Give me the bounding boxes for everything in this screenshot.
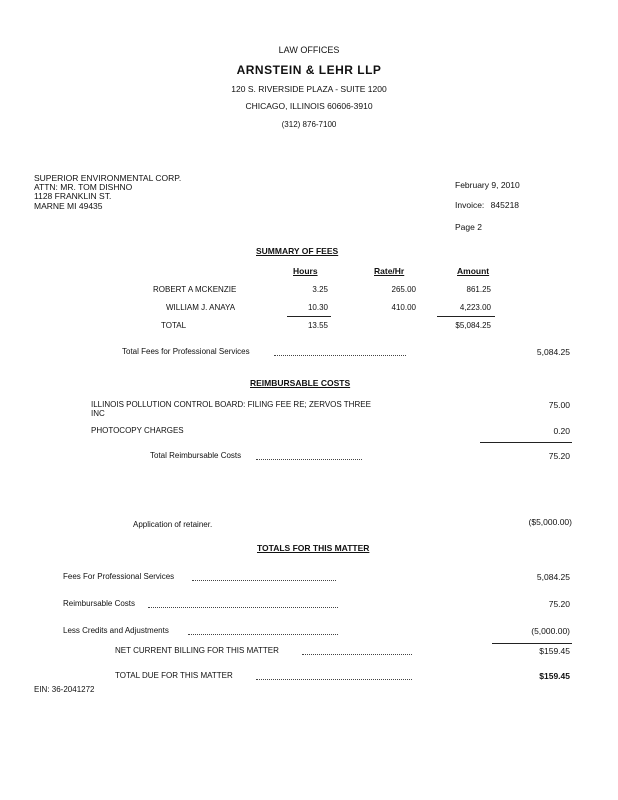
- net-billing-value: $159.45: [539, 646, 570, 656]
- reimbursable-total-label: Total Reimbursable Costs: [150, 451, 242, 460]
- invoice-date: February 9, 2010: [455, 180, 520, 190]
- hours-cell: 3.25: [312, 285, 328, 294]
- col-rate: Rate/Hr: [374, 266, 405, 276]
- leader-dots: [192, 580, 336, 581]
- fees-total-amount: $5,084.25: [455, 321, 491, 330]
- firm-phone: (312) 876-7100: [281, 120, 337, 129]
- net-billing-label: NET CURRENT BILLING FOR THIS MATTER: [115, 646, 279, 655]
- reimbursable-total-value: 75.20: [548, 451, 570, 461]
- client-street: 1128 FRANKLIN ST.: [34, 191, 112, 201]
- client-attn: ATTN: MR. TOM DISHNO: [34, 182, 133, 192]
- client-name: SUPERIOR ENVIRONMENTAL CORP.: [34, 173, 182, 183]
- invoice-label: Invoice:: [455, 200, 485, 210]
- totals-rule: [492, 643, 572, 644]
- reimbursable-rule: [480, 442, 572, 443]
- col-hours: Hours: [293, 266, 318, 276]
- cost-description: PHOTOCOPY CHARGES: [91, 426, 184, 435]
- retainer-value: ($5,000.00): [528, 517, 572, 527]
- rate-cell: 410.00: [391, 303, 416, 312]
- totals-heading: TOTALS FOR THIS MATTER: [257, 543, 370, 553]
- cost-amount: 75.00: [548, 400, 570, 410]
- invoice-number-row: [455, 200, 519, 210]
- leader-dots: [148, 607, 338, 608]
- fees-total-hours: 13.55: [307, 321, 328, 330]
- total-services-value: 5,084.25: [536, 347, 570, 357]
- total-due-label: TOTAL DUE FOR THIS MATTER: [115, 671, 233, 680]
- hours-cell: 10.30: [307, 303, 328, 312]
- firm-address: 120 S. RIVERSIDE PLAZA - SUITE 1200: [231, 84, 387, 94]
- col-amount: Amount: [457, 266, 490, 276]
- leader-dots: [302, 654, 412, 655]
- letterhead-line1: LAW OFFICES: [278, 45, 340, 55]
- total-due-value: $159.45: [539, 671, 570, 681]
- totals-credits-label: Less Credits and Adjustments: [63, 626, 169, 635]
- invoice-number: 845218: [490, 200, 520, 210]
- totals-reimb-value: 75.20: [548, 599, 570, 609]
- amount-cell: 4,223.00: [459, 303, 491, 312]
- hours-rule: [287, 316, 331, 317]
- timekeeper-name: WILLIAM J. ANAYA: [166, 303, 236, 312]
- total-services-label: Total Fees for Professional Services: [122, 347, 250, 356]
- amount-cell: 861.25: [466, 285, 491, 294]
- totals-credits-value: (5,000.00): [531, 626, 570, 636]
- cost-description-cont: INC: [91, 409, 105, 418]
- client-city: MARNE MI 49435: [34, 201, 103, 211]
- cost-description: ILLINOIS POLLUTION CONTROL BOARD: FILING FEE RE; ZERVOS THREE: [91, 400, 371, 409]
- fees-heading: SUMMARY OF FEES: [256, 246, 339, 256]
- totals-reimb-label: Reimbursable Costs: [63, 599, 136, 608]
- leader-dots: [274, 355, 406, 356]
- leader-dots: [188, 634, 338, 635]
- retainer-label: Application of retainer.: [133, 520, 213, 529]
- leader-dots: [256, 679, 412, 680]
- totals-fees-value: 5,084.25: [536, 572, 570, 582]
- reimbursable-heading: REIMBURSABLE COSTS: [250, 378, 351, 388]
- leader-dots: [256, 459, 362, 460]
- rate-cell: 265.00: [391, 285, 416, 294]
- firm-name: ARNSTEIN & LEHR LLP: [236, 63, 382, 77]
- timekeeper-name: ROBERT A MCKENZIE: [153, 285, 237, 294]
- page-number: Page 2: [455, 222, 482, 232]
- amount-rule: [437, 316, 495, 317]
- ein-number: EIN: 36-2041272: [34, 685, 95, 694]
- totals-fees-label: Fees For Professional Services: [63, 572, 175, 581]
- firm-city: CHICAGO, ILLINOIS 60606-3910: [245, 101, 373, 111]
- fees-total-label: TOTAL: [161, 321, 187, 330]
- cost-amount: 0.20: [553, 426, 570, 436]
